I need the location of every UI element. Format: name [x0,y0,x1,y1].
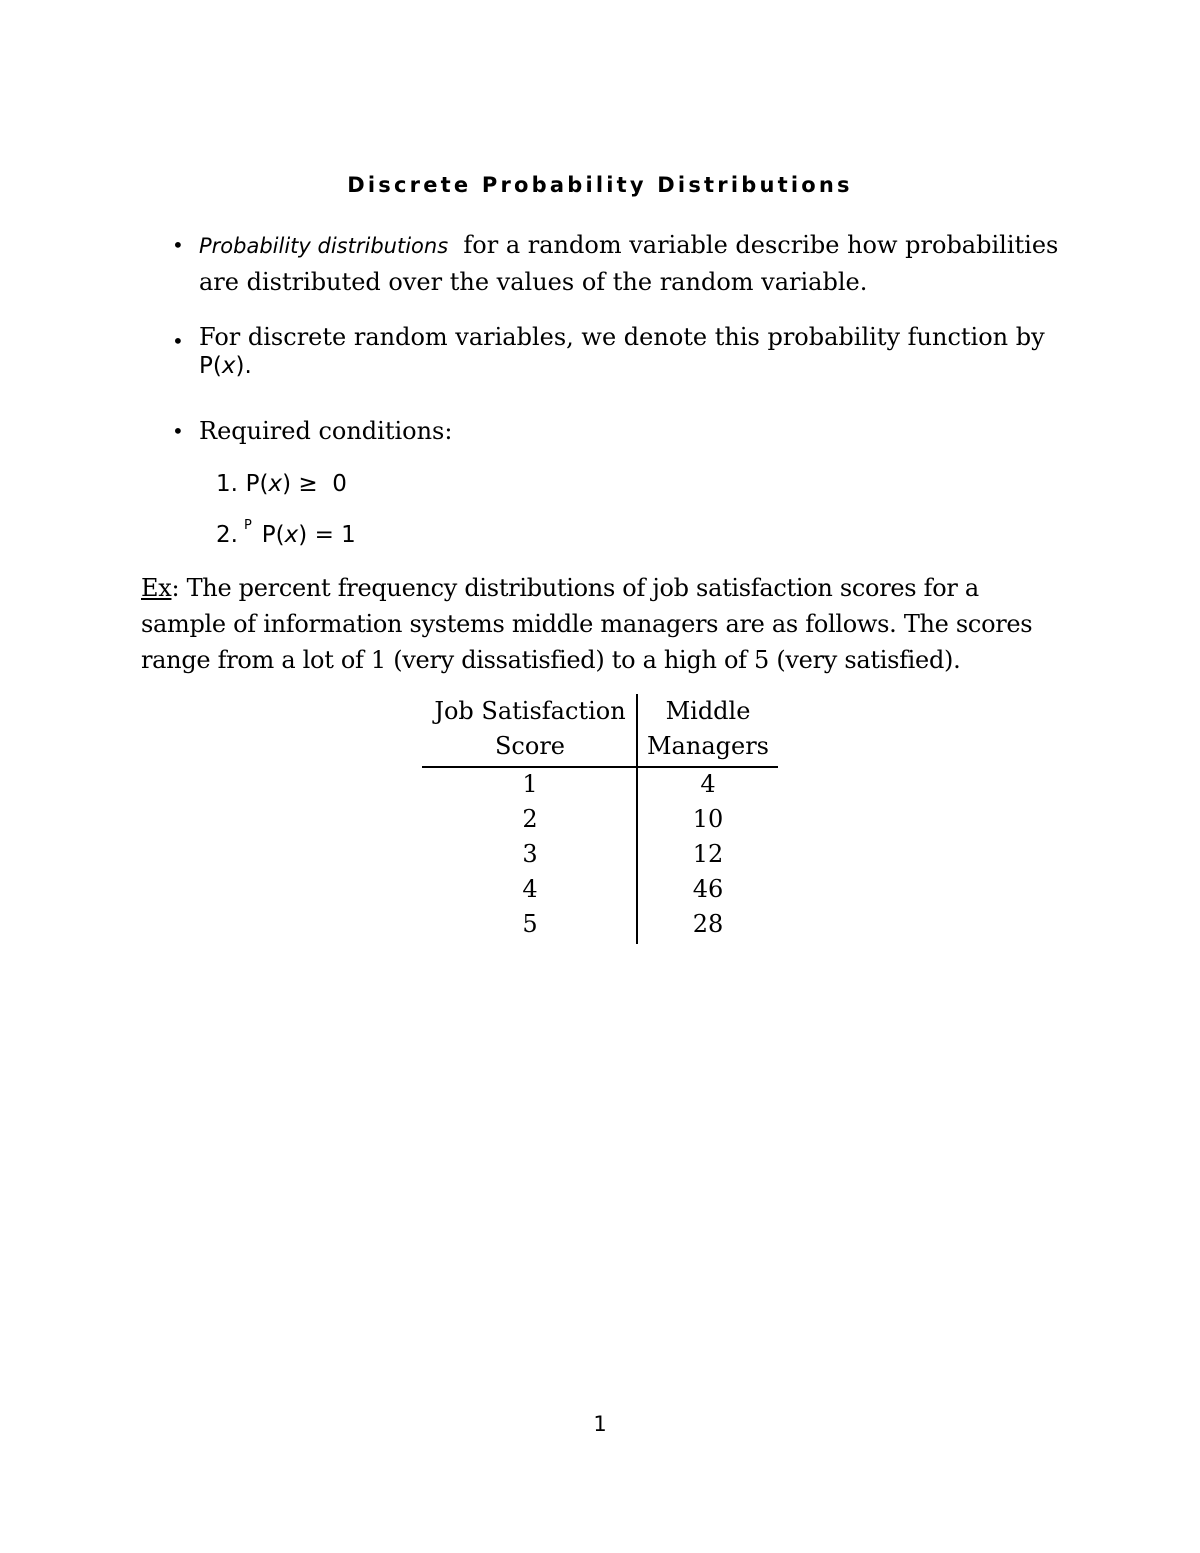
condition-expression: P(x) ≥ 0 [245,471,347,497]
header-line: Middle [665,697,751,725]
bullet-text: Required conditions: [199,417,453,445]
condition-2 [216,508,356,553]
condition-expression: P(x) = 1 [261,522,356,548]
bullet-probability-function [172,323,1062,380]
bullet-marker: • [172,233,184,257]
header-line: Managers [646,732,769,760]
condition-number: 1. [216,471,238,497]
sigma-symbol: P [243,518,252,533]
page-title: Discrete Probability Distributions [347,173,853,197]
header-line: Score [494,732,565,760]
bullet-marker: • [172,419,184,443]
bullet-text [199,323,1062,380]
table-row [422,802,778,837]
score-cell: 4 [522,875,538,903]
bullet-body: For discrete random variables, we denote this probability function by [199,323,1045,351]
score-cell: 5 [522,910,538,938]
bullet-marker: • [172,329,184,353]
header-line: Job Satisfaction [434,697,626,725]
score-cell: 3 [522,840,538,868]
bullet-required-conditions [172,413,1062,449]
header-middle-managers [638,694,778,764]
score-cell: 2 [522,805,538,833]
bullet-probability-distributions [172,227,1062,300]
example-paragraph [141,570,1071,678]
example-text: : The percent frequency distributions of job satisfaction scores for a sample of information systems middle managers are as follows. The scores range from a lot of 1 (very dissatisfied) to a high of 5 (very satisfied). [141,574,1033,674]
header-job-satisfaction-score [422,694,638,764]
table-row [422,907,778,942]
managers-cell: 4 [700,770,716,798]
managers-cell: 10 [692,805,724,833]
table-row [422,837,778,872]
table-row [422,872,778,907]
condition-number: 2. [216,522,238,548]
table-body [422,767,778,942]
score-cell: 1 [522,770,538,798]
table-row [422,767,778,802]
managers-cell: 28 [692,910,724,938]
italic-term: Probability distributions [199,234,449,258]
function-notation: P(x). [199,353,252,379]
job-satisfaction-table [422,694,778,944]
bullet-text [199,227,1062,300]
bullet-body: for a random variable describe how probabilities are distributed over the values of the random variable. [199,231,1059,296]
example-label: Ex [141,574,172,602]
condition-1 [216,465,347,502]
page-number: 1 [593,1412,607,1436]
managers-cell: 12 [692,840,724,868]
managers-cell: 46 [692,875,724,903]
